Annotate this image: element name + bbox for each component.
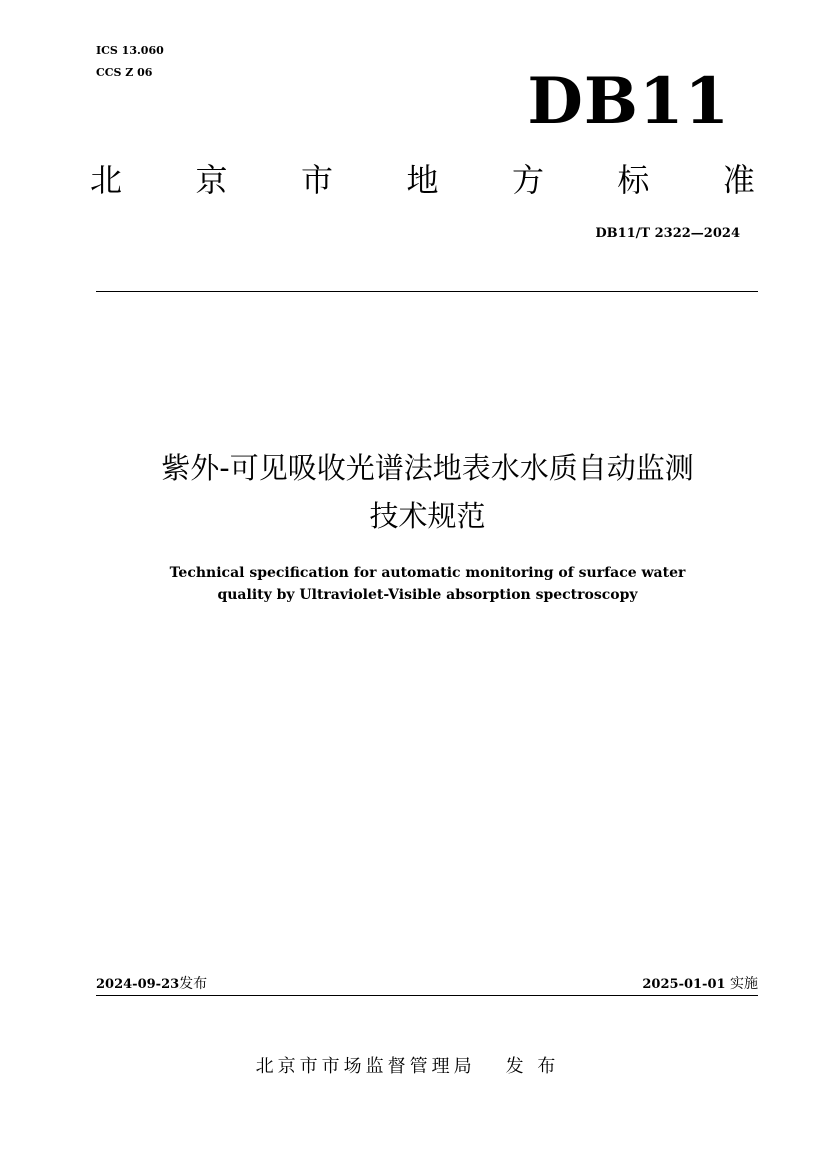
standard-number: DB11/T 2322—2024 (595, 226, 740, 241)
publish-label: 发 布 (505, 1056, 560, 1077)
chinese-title (60, 444, 795, 540)
standard-type-char: 标 (617, 161, 650, 199)
chinese-title-line1: 紫外-可见吸收光谱法地表水水质自动监测 (161, 451, 694, 485)
implement-date-block (560, 974, 758, 995)
classification-codes (96, 40, 164, 84)
standard-type-char: 市 (300, 161, 333, 199)
bottom-divider (96, 995, 758, 996)
english-title-line2: quality by Ultraviolet-Visible absorption spectroscopy (217, 587, 638, 603)
top-divider (96, 291, 758, 292)
ics-code: ICS 13.060 (96, 44, 164, 57)
standard-type-char: 京 (195, 161, 228, 199)
issue-date-block (96, 974, 207, 995)
standard-type-char: 方 (511, 161, 544, 199)
publisher-line (200, 1054, 615, 1080)
standard-type (90, 160, 755, 200)
standard-type-char: 地 (406, 161, 439, 199)
issue-date: 2024-09-23 (96, 977, 180, 992)
standard-type-char: 北 (90, 161, 123, 199)
issue-label: 发布 (179, 976, 208, 992)
english-title-line1: Technical specification for automatic monitoring of surface water (169, 565, 686, 581)
implement-label: 实施 (730, 976, 758, 992)
standard-type-char: 准 (722, 161, 755, 199)
db-mark: DB11 (527, 64, 730, 139)
english-title (60, 562, 795, 606)
ccs-code: CCS Z 06 (96, 66, 153, 79)
publisher-name: 北京市市场监督管理局 (255, 1056, 476, 1077)
chinese-title-line2: 技术规范 (369, 499, 486, 533)
implement-date: 2025-01-01 (642, 977, 726, 992)
